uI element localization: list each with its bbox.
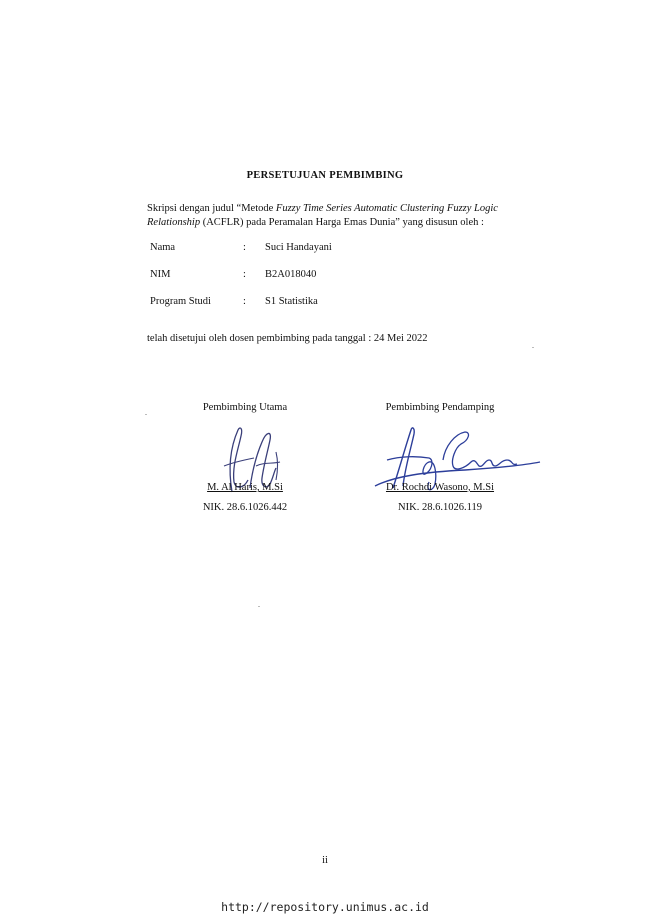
field-value: S1 Statistika (265, 296, 318, 307)
field-separator: : (243, 296, 246, 307)
scan-speck (532, 347, 534, 348)
signature-block-co-supervisor (355, 402, 525, 522)
intro-prefix: Skripsi dengan judul “Metode (147, 203, 276, 214)
field-value: B2A018040 (265, 269, 317, 280)
intro-thesis-title: Fuzzy Time Series Automatic Clustering Fuzzy Logic Relationship (147, 203, 498, 228)
field-label: Nama (150, 242, 176, 253)
field-label: Program Studi (150, 296, 211, 307)
intro-suffix: (ACFLR) pada Peramalan Harga Emas Dunia” yang disusun oleh : (200, 217, 484, 228)
field-label: NIM (150, 269, 171, 280)
field-separator: : (243, 269, 246, 280)
supervisor-name: M. Al Haris, M.Si (207, 482, 283, 493)
scan-speck (145, 414, 147, 415)
page-title: PERSETUJUAN PEMBIMBING (246, 170, 404, 181)
field-value: Suci Handayani (265, 242, 332, 253)
supervisor-name: Dr. Rochdi Wasono, M.Si (385, 482, 495, 493)
scan-speck (258, 606, 260, 607)
supervisor-nik: NIK. 28.6.1026.119 (398, 502, 482, 513)
intro-paragraph (147, 202, 547, 230)
repository-url[interactable]: http://repository.unimus.ac.id (221, 900, 429, 914)
supervisor-nik: NIK. 28.6.1026.442 (202, 502, 288, 513)
page-number: ii (322, 855, 328, 866)
signature-block-main-supervisor (160, 402, 330, 522)
approval-statement: telah disetujui oleh dosen pembimbing pada tanggal : 24 Mei 2022 (147, 333, 428, 344)
supervisor-role: Pembimbing Pendamping (385, 402, 495, 413)
supervisor-role: Pembimbing Utama (202, 402, 288, 413)
field-separator: : (243, 242, 246, 253)
